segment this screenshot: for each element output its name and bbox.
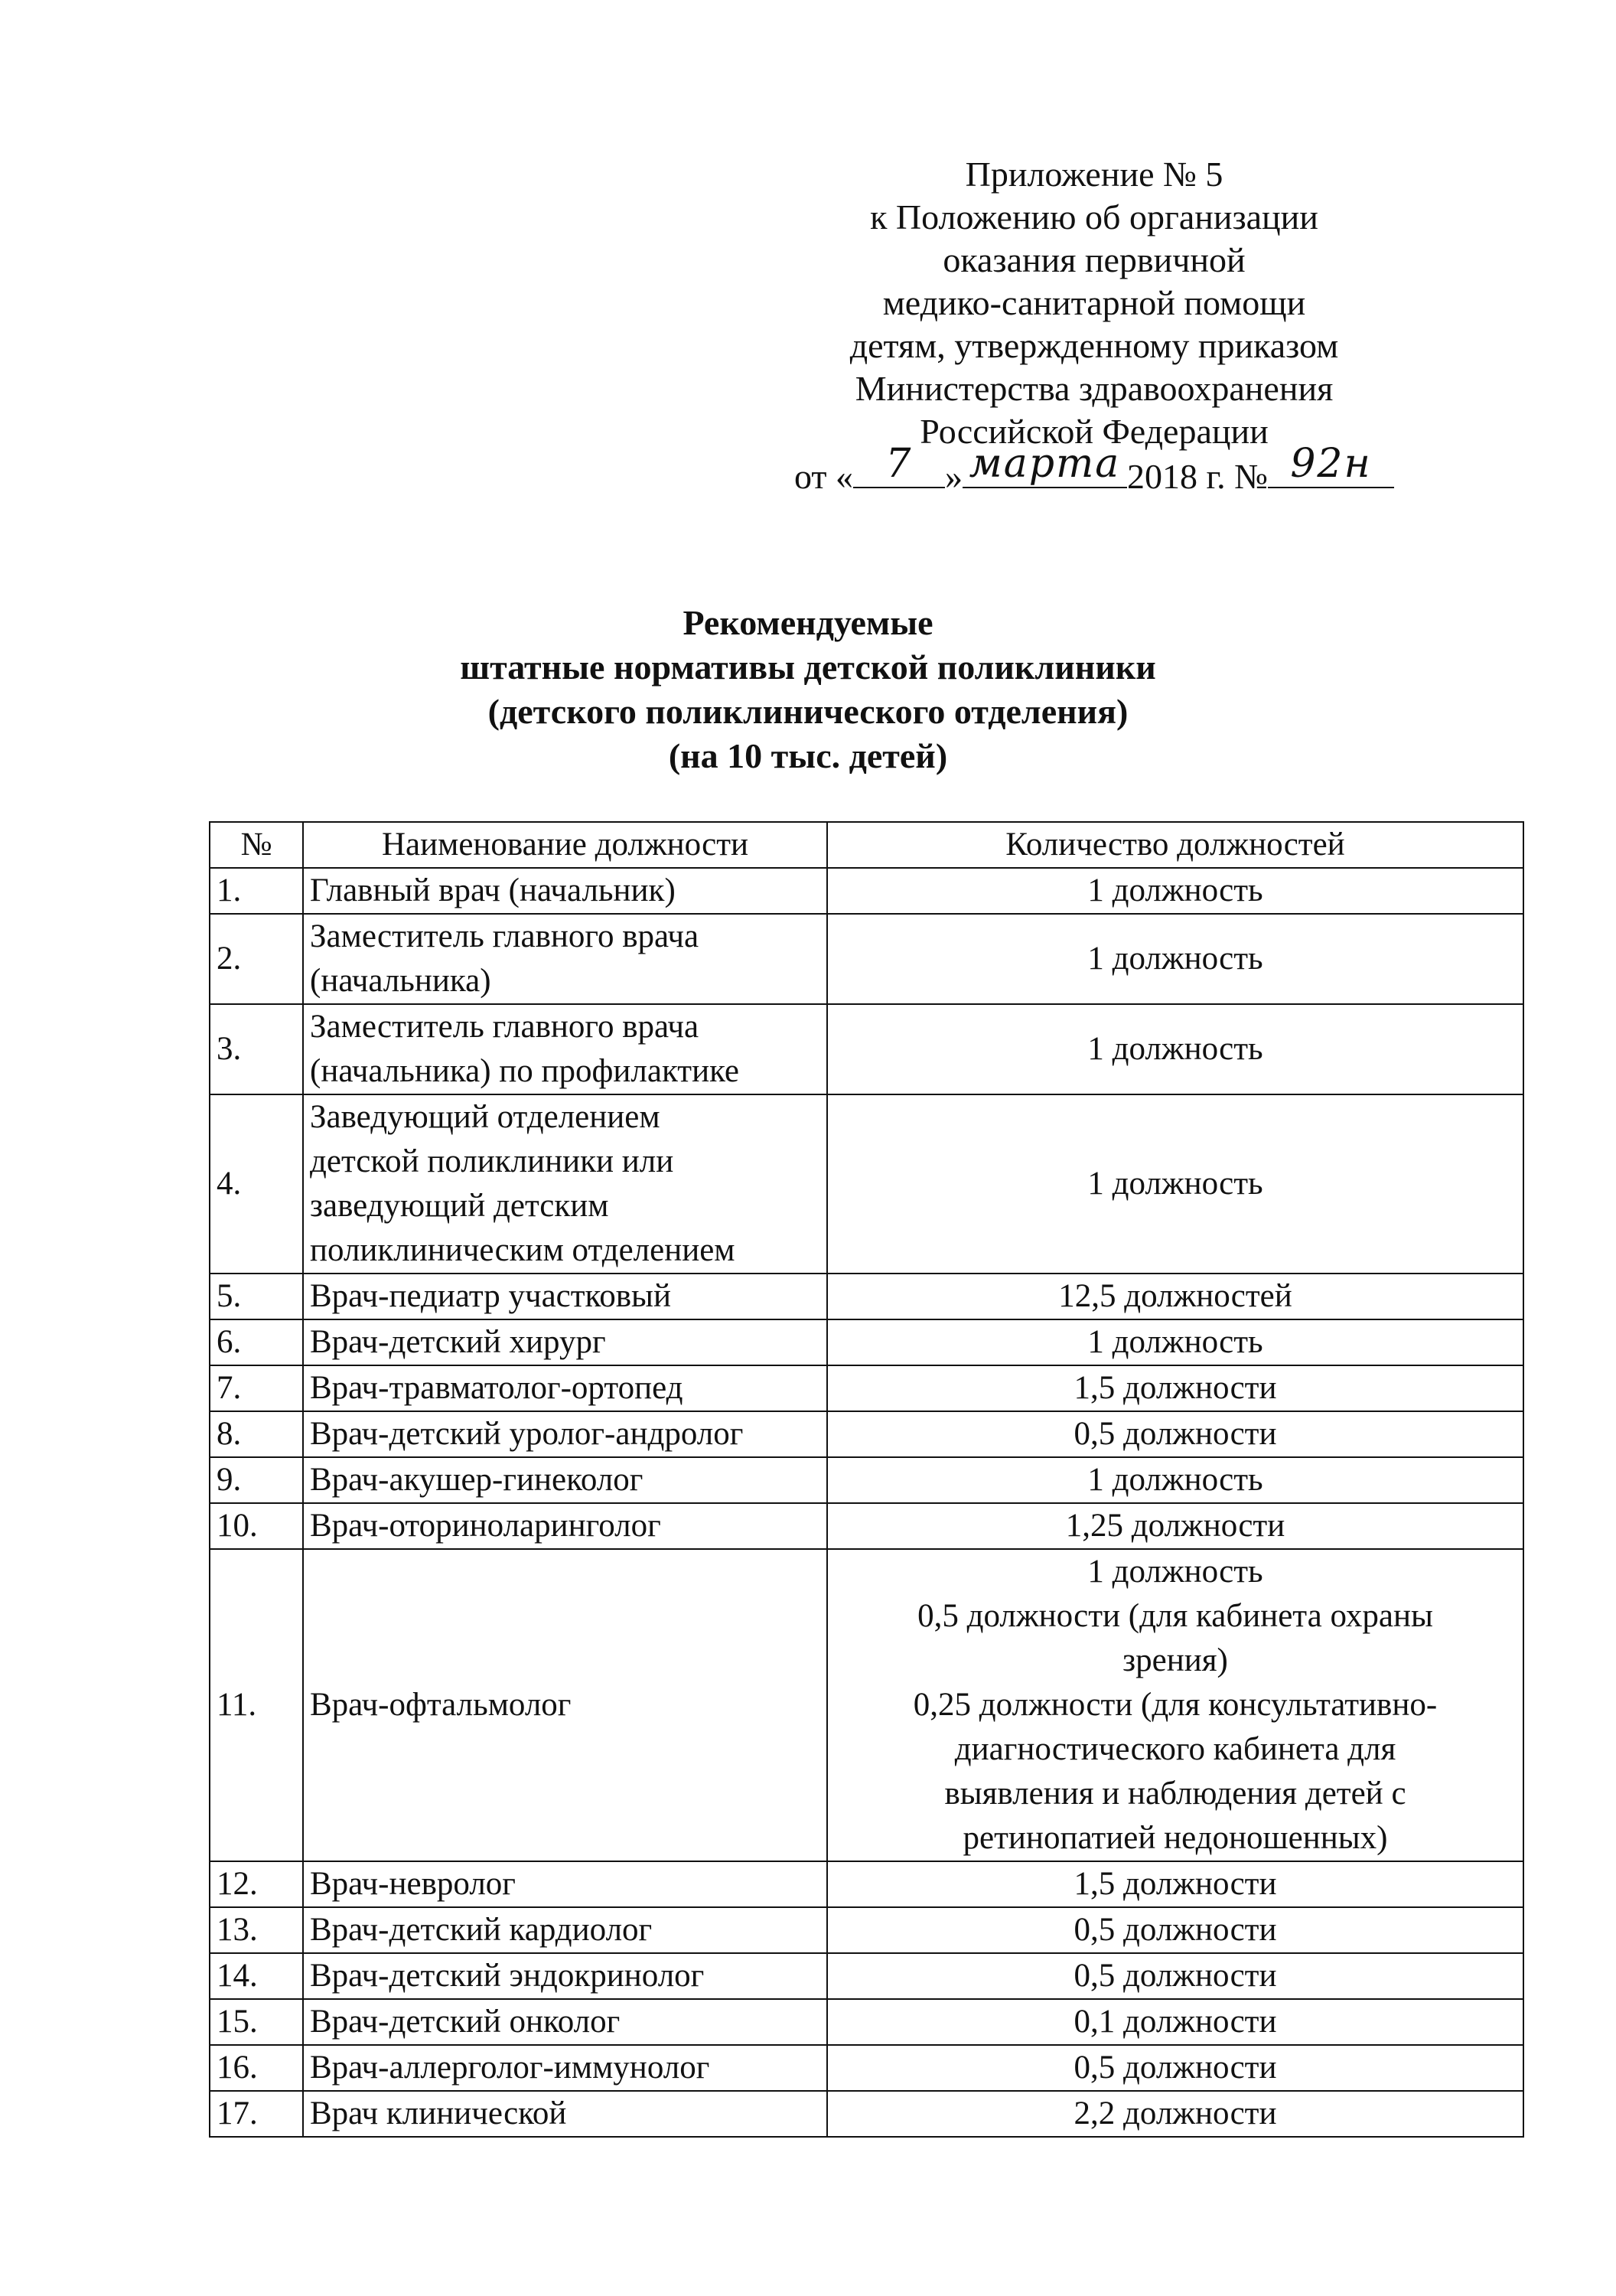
position-quantity <box>827 1004 1523 1094</box>
quantity-line: диагностического кабинета для <box>954 1731 1396 1767</box>
table-row <box>210 2045 1523 2091</box>
position-name <box>303 2045 827 2091</box>
order-day-blank <box>853 441 945 488</box>
row-number: 11. <box>210 1549 303 1861</box>
table-row <box>210 1861 1523 1907</box>
title-line: (на 10 тыс. детей) <box>668 736 948 775</box>
position-name <box>303 1365 827 1411</box>
quantity-line: 1 должность <box>1087 1324 1263 1360</box>
position-name-line: Заместитель главного врача <box>310 1009 699 1045</box>
position-name-line: Заведующий отделением <box>310 1099 660 1135</box>
table-row <box>210 2091 1523 2137</box>
position-name-line: Врач-травматолог-ортопед <box>310 1370 683 1406</box>
quantity-line: 1,25 должности <box>1065 1508 1285 1544</box>
row-number: 4. <box>210 1094 303 1274</box>
position-name <box>303 1004 827 1094</box>
appendix-line: Министерства здравоохранения <box>855 369 1334 408</box>
table-row <box>210 1907 1523 1953</box>
table-row <box>210 914 1523 1004</box>
position-name-line: Врач-детский кардиолог <box>310 1912 653 1948</box>
order-month-blank <box>963 441 1127 488</box>
row-number: 6. <box>210 1319 303 1365</box>
appendix-line: детям, утвержденному приказом <box>849 326 1339 365</box>
title-line: штатные нормативы детской поликлиники <box>460 647 1156 687</box>
position-quantity <box>827 1274 1523 1319</box>
position-name-line: Главный врач (начальник) <box>310 872 676 908</box>
row-number: 16. <box>210 2045 303 2091</box>
position-name-line: Врач-акушер-гинеколог <box>310 1462 643 1498</box>
position-quantity <box>827 1319 1523 1365</box>
header-position: Наименование должности <box>303 822 827 868</box>
document-title <box>0 601 1616 778</box>
position-name-line: Врач клинической <box>310 2095 567 2131</box>
table-row <box>210 1274 1523 1319</box>
row-number: 15. <box>210 1999 303 2045</box>
quantity-line: 1 должность <box>1087 941 1263 977</box>
order-number-blank <box>1268 441 1394 488</box>
position-quantity <box>827 1094 1523 1274</box>
quantity-line: 0,25 должности (для консультативно- <box>913 1687 1438 1723</box>
quantity-line: 0,5 должности <box>1074 1958 1277 1994</box>
order-line <box>780 441 1408 498</box>
title-line: Рекомендуемые <box>683 603 933 642</box>
quantity-line: 0,5 должности <box>1074 1416 1277 1452</box>
position-name-line: Врач-детский уролог-андролог <box>310 1416 744 1452</box>
position-name-line: Врач-детский онколог <box>310 2004 621 2040</box>
quantity-line: 1 должность <box>1087 1462 1263 1498</box>
order-year: 2018 г. № <box>1126 457 1269 496</box>
position-name <box>303 868 827 914</box>
header-quantity: Количество должностей <box>827 822 1523 868</box>
position-name <box>303 1549 827 1861</box>
position-name-line: Врач-невролог <box>310 1866 516 1902</box>
position-name <box>303 1861 827 1907</box>
row-number: 17. <box>210 2091 303 2137</box>
position-quantity <box>827 868 1523 914</box>
position-quantity <box>827 1953 1523 1999</box>
header-number: № <box>210 822 303 868</box>
position-name-line: Врач-детский эндокринолог <box>310 1958 705 1994</box>
table-body <box>210 868 1523 2137</box>
position-name <box>303 1907 827 1953</box>
position-quantity <box>827 1861 1523 1907</box>
row-number: 13. <box>210 1907 303 1953</box>
quantity-line: 12,5 должностей <box>1058 1278 1292 1314</box>
quantity-line: 1 должность <box>1087 1166 1263 1202</box>
position-name <box>303 1274 827 1319</box>
order-number: 92н <box>1290 441 1372 487</box>
row-number: 5. <box>210 1274 303 1319</box>
position-quantity <box>827 914 1523 1004</box>
position-name-line: Заместитель главного врача <box>310 918 699 954</box>
quantity-line: 0,5 должности <box>1074 2050 1277 2086</box>
row-number: 1. <box>210 868 303 914</box>
position-name-line: детской поликлиники или <box>310 1143 674 1179</box>
position-name-line: Врач-аллерголог-иммунолог <box>310 2050 710 2086</box>
quantity-line: 1,5 должности <box>1074 1866 1277 1902</box>
row-number: 9. <box>210 1457 303 1503</box>
quantity-line: 1 должность <box>1087 872 1263 908</box>
position-name-line: (начальника) <box>310 963 491 999</box>
quantity-line: выявления и наблюдения детей с <box>944 1776 1406 1812</box>
position-name-line: Врач-педиатр участковый <box>310 1278 671 1314</box>
order-mid: » <box>944 457 963 496</box>
appendix-block <box>780 153 1408 498</box>
position-quantity <box>827 1365 1523 1411</box>
quantity-line: 1 должность <box>1087 1031 1263 1067</box>
position-name <box>303 1411 827 1457</box>
row-number: 2. <box>210 914 303 1004</box>
table-row <box>210 1503 1523 1549</box>
row-number: 10. <box>210 1503 303 1549</box>
quantity-line: 1,5 должности <box>1074 1370 1277 1406</box>
quantity-line: 0,5 должности <box>1074 1912 1277 1948</box>
order-prefix: от « <box>793 457 853 496</box>
position-name-line: заведующий детским <box>310 1188 609 1224</box>
table-row <box>210 1549 1523 1861</box>
position-name <box>303 1999 827 2045</box>
row-number: 14. <box>210 1953 303 1999</box>
row-number: 8. <box>210 1411 303 1457</box>
table-row <box>210 1999 1523 2045</box>
table-row <box>210 1411 1523 1457</box>
table-row <box>210 1319 1523 1365</box>
position-name <box>303 2091 827 2137</box>
row-number: 12. <box>210 1861 303 1907</box>
position-name <box>303 1953 827 1999</box>
quantity-line: 0,5 должности (для кабинета охраны <box>917 1598 1433 1634</box>
row-number: 7. <box>210 1365 303 1411</box>
table-row <box>210 1953 1523 1999</box>
quantity-line: ретинопатией недоношенных) <box>963 1820 1388 1856</box>
position-name-line: Врач-оториноларинголог <box>310 1508 661 1544</box>
appendix-line: медико-санитарной помощи <box>882 283 1306 322</box>
position-name-line: поликлиническим отделением <box>310 1232 735 1268</box>
quantity-line: зрения) <box>1122 1642 1228 1678</box>
position-quantity <box>827 2091 1523 2137</box>
position-name-line: Врач-офтальмолог <box>310 1687 572 1723</box>
position-quantity <box>827 1503 1523 1549</box>
position-quantity <box>827 1457 1523 1503</box>
table-row <box>210 1365 1523 1411</box>
appendix-line: Приложение № 5 <box>965 155 1223 194</box>
table-row <box>210 1457 1523 1503</box>
quantity-line: 0,1 должности <box>1074 2004 1277 2040</box>
position-name <box>303 1094 827 1274</box>
quantity-line: 1 должность <box>1087 1554 1263 1590</box>
order-month: марта <box>969 441 1121 487</box>
title-line: (детского поликлинического отделения) <box>487 692 1129 731</box>
position-name <box>303 1319 827 1365</box>
position-quantity <box>827 1411 1523 1457</box>
table-row <box>210 1004 1523 1094</box>
staffing-table <box>209 821 1524 2138</box>
order-day: 7 <box>885 441 913 487</box>
position-name-line: Врач-детский хирург <box>310 1324 606 1360</box>
position-name <box>303 1503 827 1549</box>
position-quantity <box>827 1999 1523 2045</box>
quantity-line: 2,2 должности <box>1074 2095 1277 2131</box>
table-row <box>210 868 1523 914</box>
appendix-line: оказания первичной <box>943 240 1246 279</box>
row-number: 3. <box>210 1004 303 1094</box>
position-name-line: (начальника) по профилактике <box>310 1053 739 1089</box>
appendix-line: к Положению об организации <box>870 197 1318 236</box>
position-name <box>303 914 827 1004</box>
position-quantity <box>827 1907 1523 1953</box>
appendix-line: Российской Федерации <box>920 412 1269 451</box>
table-header-row <box>210 822 1523 868</box>
table-row <box>210 1094 1523 1274</box>
position-quantity <box>827 1549 1523 1861</box>
position-name <box>303 1457 827 1503</box>
position-quantity <box>827 2045 1523 2091</box>
